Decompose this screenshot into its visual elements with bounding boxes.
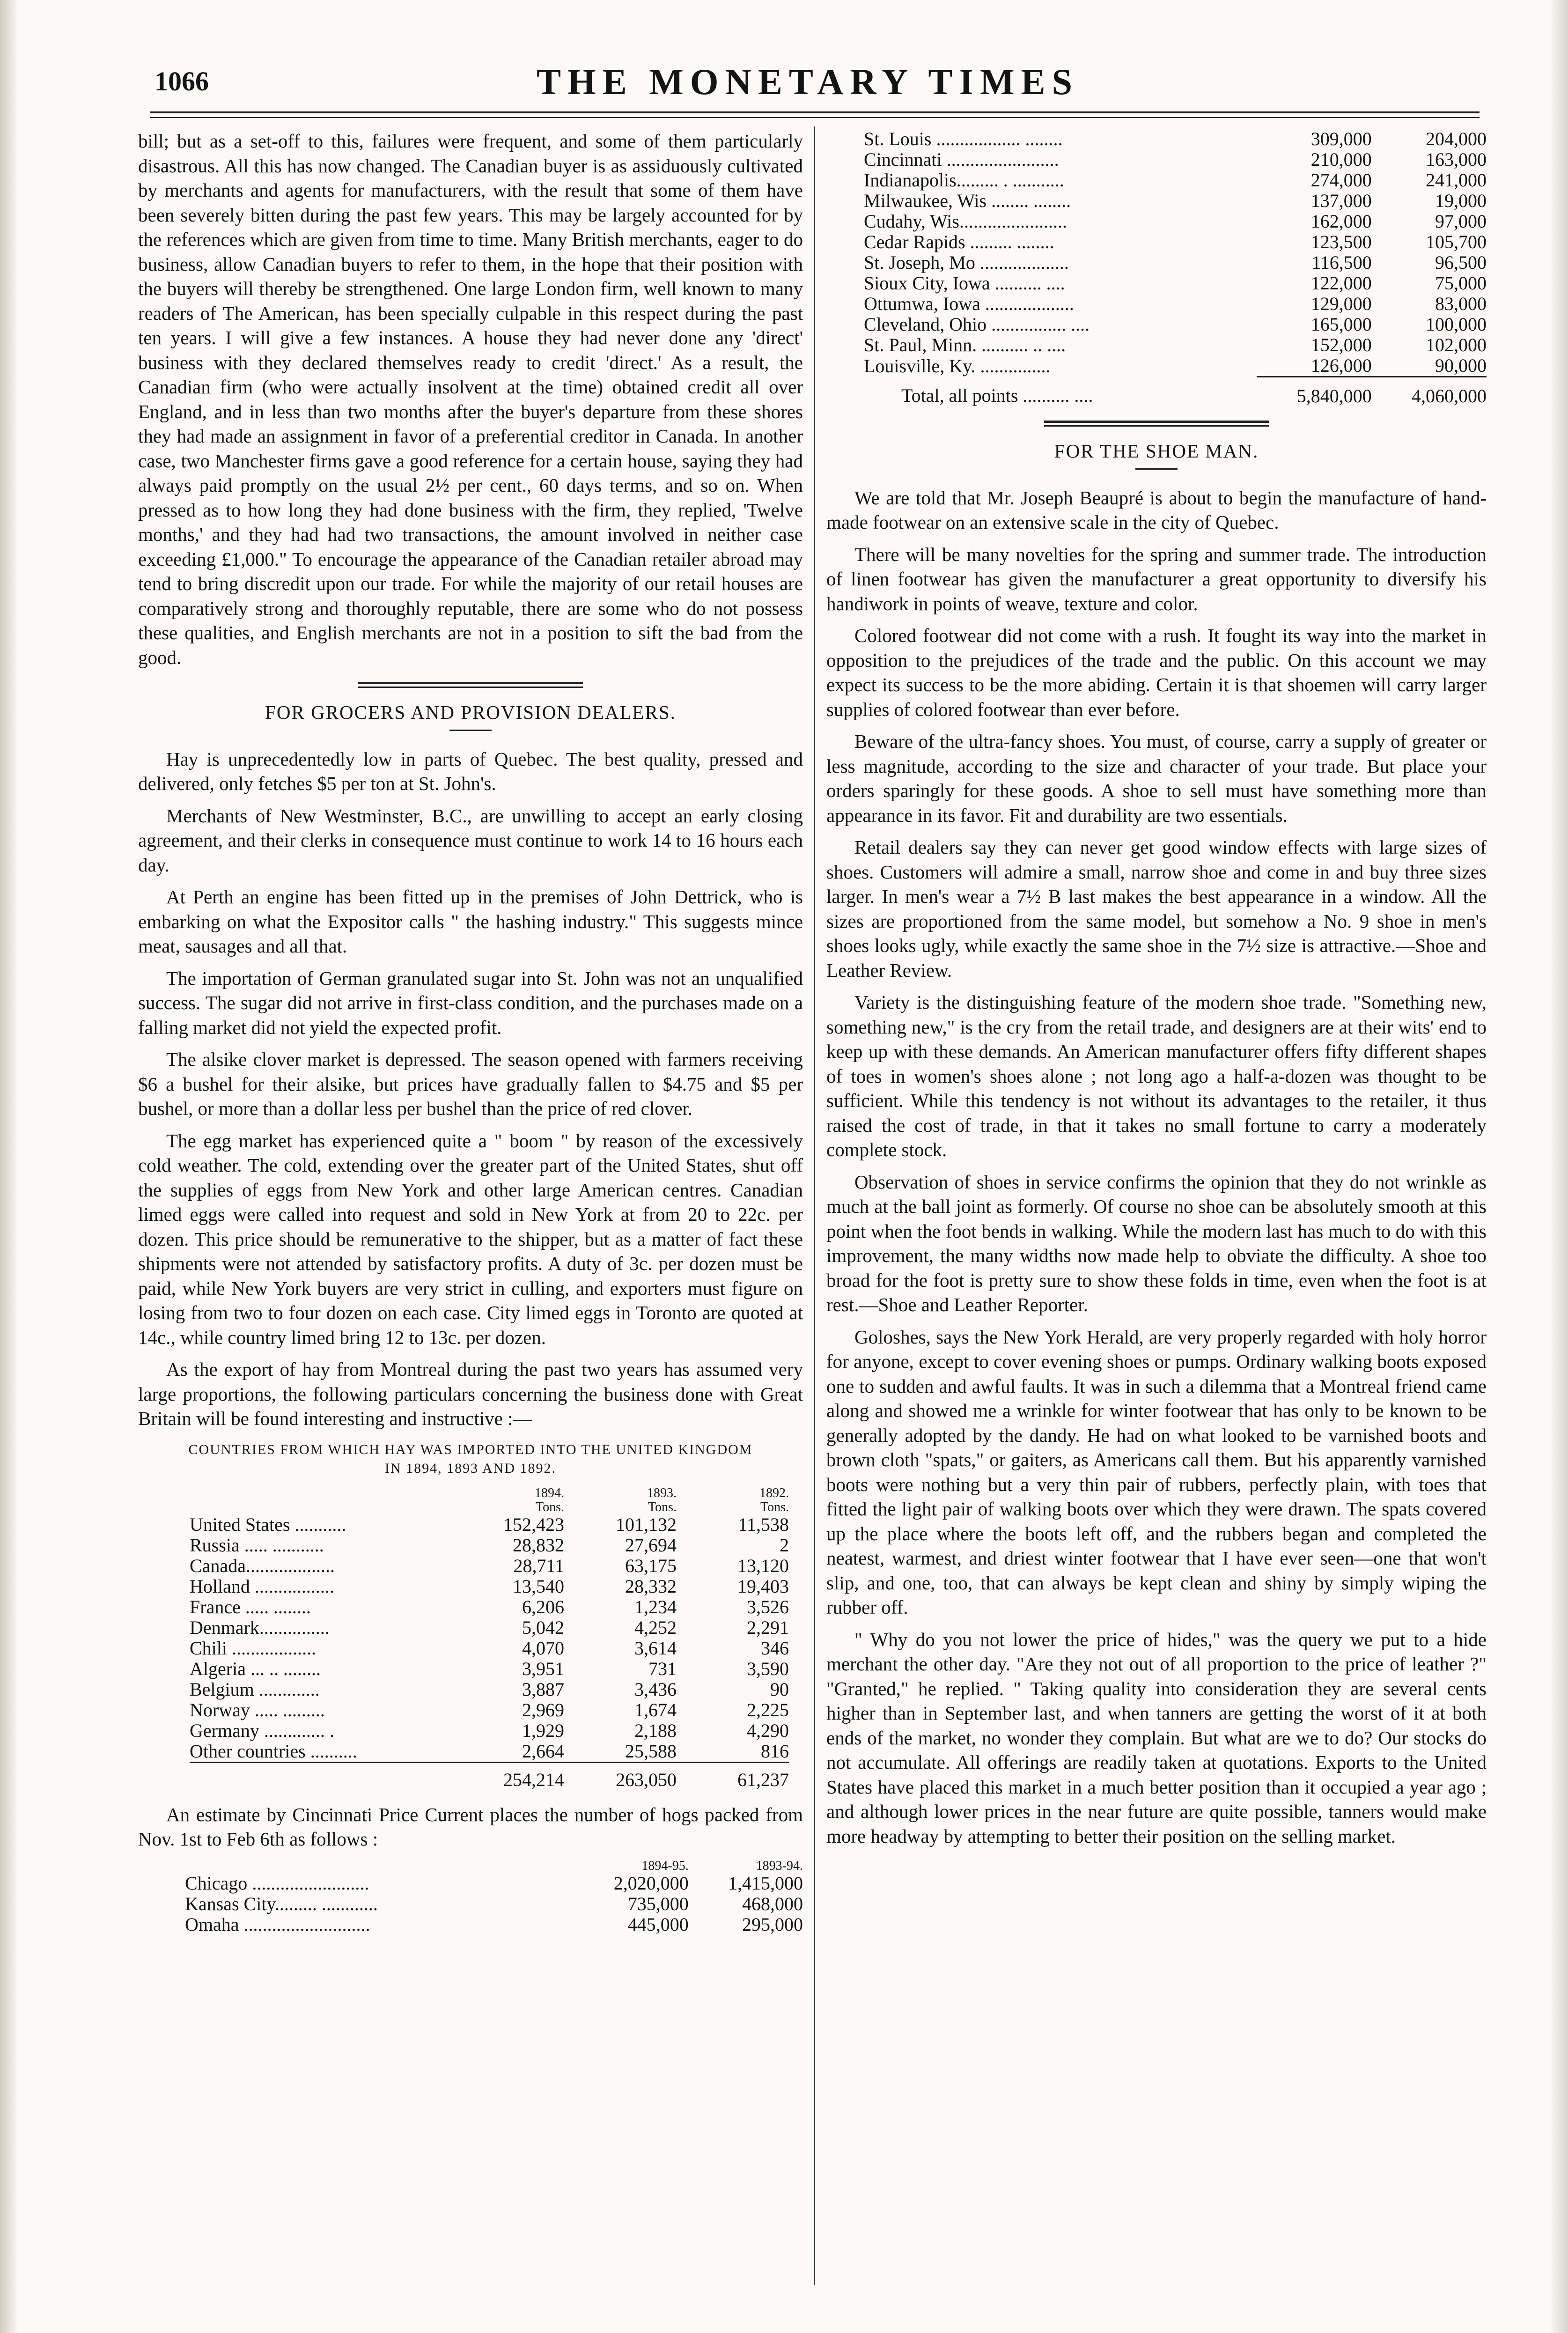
leader-dots: ........... bbox=[290, 1513, 346, 1535]
header-rule bbox=[150, 111, 1480, 113]
shoe-paragraph: Colored footwear did not come with a rush. It fought its way into the market in opposition to the prejudices of the trade and the public. On this account we may expect its success to be the more abiding. Certain it is that shoemen will carry larger supplies of colored footwear than ever before. bbox=[826, 625, 1487, 720]
table-cell: 96,500 bbox=[1435, 252, 1487, 273]
row-label: Germany bbox=[190, 1720, 259, 1741]
total-label: Total, all points bbox=[901, 385, 1018, 406]
leader-dots: ......... . ........... bbox=[956, 170, 1064, 191]
season-header: 1894-95. bbox=[641, 1858, 689, 1873]
table-row bbox=[864, 252, 1487, 273]
row-label: Algeria bbox=[190, 1658, 246, 1679]
table-cell: 731 bbox=[648, 1658, 677, 1679]
leader-dots: ............... bbox=[259, 1617, 330, 1638]
row-label: St. Joseph, Mo bbox=[864, 252, 975, 273]
table-cell: 28,332 bbox=[625, 1575, 677, 1597]
table-cell: 204,000 bbox=[1426, 128, 1487, 149]
table-cell: 1,674 bbox=[634, 1699, 677, 1720]
table-cell: 11,538 bbox=[738, 1513, 789, 1535]
right-column bbox=[826, 129, 1487, 1856]
row-label: Denmark bbox=[190, 1617, 259, 1638]
table-cell: 2,969 bbox=[522, 1699, 564, 1720]
hogs-table-continued bbox=[864, 129, 1487, 406]
table-cell: 816 bbox=[761, 1740, 789, 1762]
leader-dots: .......... bbox=[305, 1740, 357, 1762]
table-cell: 90 bbox=[770, 1678, 789, 1700]
table-row bbox=[864, 191, 1487, 211]
leader-dots: .......... .... bbox=[990, 273, 1065, 294]
table-cell: 3,887 bbox=[522, 1678, 564, 1700]
leader-dots: .......... .. .... bbox=[977, 334, 1066, 355]
grocers-paragraph: Merchants of New Westminster, B.C., are unwilling to accept an early closing agreement, and their clerks in consequence must continue to work 14 to 16 hours each day. bbox=[138, 805, 803, 876]
table-cell: 2,664 bbox=[522, 1740, 564, 1762]
table-cell: 1,415,000 bbox=[728, 1872, 803, 1894]
table-cell: 28,711 bbox=[513, 1555, 564, 1576]
table-cell: 445,000 bbox=[627, 1913, 689, 1935]
leader-dots: ................... bbox=[980, 293, 1074, 314]
table-cell: 2,291 bbox=[747, 1617, 789, 1638]
unit-label: Tons. bbox=[760, 1499, 789, 1514]
row-label: Belgium bbox=[190, 1678, 254, 1700]
total-value: 4,060,000 bbox=[1372, 377, 1487, 407]
row-label: France bbox=[190, 1596, 241, 1617]
table-cell: 2,020,000 bbox=[613, 1872, 689, 1894]
table-cell: 101,132 bbox=[616, 1513, 677, 1535]
table-total-row bbox=[864, 377, 1487, 407]
table-cell: 3,614 bbox=[634, 1637, 677, 1659]
grocers-paragraph: The alsike clover market is depressed. The season opened with farmers receiving $6 a bushel for their alsike, but prices have gradually fallen to $4.75 and $5 per bushel, or more than a dollar less per bushel than the price of red clover. bbox=[138, 1048, 803, 1119]
table-cell: 90,000 bbox=[1435, 355, 1487, 376]
table-cell: 13,120 bbox=[737, 1555, 789, 1576]
row-label: Canada bbox=[190, 1555, 246, 1576]
table-cell: 137,000 bbox=[1310, 190, 1372, 211]
row-label: Milwaukee, Wis bbox=[864, 190, 987, 211]
leader-dots: ............. bbox=[254, 1678, 320, 1700]
table-cell: 152,423 bbox=[503, 1513, 564, 1535]
table-row bbox=[185, 1873, 803, 1894]
row-label: Cincinnati bbox=[864, 149, 942, 170]
leader-dots: ......... ............ bbox=[274, 1893, 378, 1914]
row-label: Indianapolis bbox=[864, 170, 957, 191]
leader-dots: ..... ........... bbox=[239, 1534, 324, 1556]
hay-caption-line: IN 1894, 1893 AND 1892. bbox=[385, 1460, 556, 1476]
year-header: 1893. bbox=[647, 1485, 677, 1500]
shoe-paragraph: Beware of the ultra-fancy shoes. You must, of course, carry a supply of greater or less magnitude, according to the size and character of your trade. But place your orders sparingly for these goods. A shoe to sell must have something more than appearance in its favor. Fit and durability are two essentials. bbox=[826, 731, 1487, 826]
total-value: 5,840,000 bbox=[1257, 377, 1371, 407]
table-cell: 295,000 bbox=[742, 1913, 803, 1935]
row-label: Norway bbox=[190, 1699, 250, 1720]
grocers-paragraph: As the export of hay from Montreal during the past two years has assumed very large proportions, the following particulars concerning the business done with Great Britain will be found interesting and instructive :— bbox=[138, 1358, 803, 1429]
table-row bbox=[190, 1638, 789, 1659]
intro-paragraph: bill; but as a set-off to this, failures were frequent, and some of them particularly disastrous. All this has now changed. The Canadian buyer is as assiduously cultivated by merchants and agents for manufacturers, with the result that some of them have been severely bitten during the past few years. This may be largely accounted for by the references which are given from time to time. Many British merchants, eager to do business, allow Canadian buyers to refer to them, in the hope that their position with the buyers will thereby be strengthened. One large London firm, well known to many readers of The American, has been specially culpable in this respect during the past ten years. I will give a few instances. A house they had never done any 'direct' business with they declared themselves ready to credit 'direct.' As a result, the Canadian firm (who were actually insolvent at the time) obtained credit all over England, and in less than two months after the buyer's departure from these shores they had made an assignment in favor of a preferential creditor in Canada. In another case, two Manchester firms gave a good reference for a certain house, saying they had always paid promptly on the usual 2½ per cent., 60 days terms, and so on. When pressed as to how long they had done business with the firm, they replied, 'Twelve months,' and they had had two transactions, the amount involved in neither case exceeding £1,000." To encourage the appearance of the Canadian retailer abroad may tend to bring discredit upon our trade. For while the majority of our retail houses are comparatively strong and thoroughly reputable, there are some who do not possess these qualities, and English merchants are not in a position to sift the bad from the good. bbox=[138, 130, 803, 668]
grocers-paragraph: Hay is unprecedentedly low in parts of Quebec. The best quality, pressed and delivered, only fetches $5 per ton at St. John's. bbox=[138, 748, 803, 794]
row-label: Chicago bbox=[185, 1872, 248, 1894]
unit-label: Tons. bbox=[648, 1499, 677, 1514]
row-label: United States bbox=[190, 1513, 290, 1535]
table-cell: 735,000 bbox=[627, 1893, 689, 1914]
shoe-paragraph: Goloshes, says the New York Herald, are very properly regarded with holy horror for anyone, except to cover evening shoes or pumps. Ordinary walking boots exposed one to sudden and awful faults. It was in such a dilemma that a Montreal friend came along and showed me a wrinkle for winter footwear that has only to be known to be generally adopted by the dandy. He had on what looked to be varnished boots and brown cloth "spats," or gaiters, as Americans call them. But his apparently varnished boots were nothing but a very thin pair of rubbers, perfectly plain, with toes that fitted the light pair of walking boots over which they were drawn. The spats covered up the place where the boots left off, and the rubbers began and completed the neatest, warmest, and driest winter footwear that I have ever seen—one that won't slip, and one, too, that can always be kept clean and shiny by simply wiping the rubber off. bbox=[826, 1326, 1487, 1618]
table-total-row bbox=[190, 1762, 789, 1790]
table-cell: 4,252 bbox=[634, 1617, 677, 1638]
table-cell: 126,000 bbox=[1310, 355, 1372, 376]
leader-dots: ... .. ........ bbox=[245, 1658, 321, 1679]
shoe-paragraph: Retail dealers say they can never get good window effects with large sizes of shoes. Customers will admire a small, narrow shoe and come in and buy three sizes larger. In men's wear a 7½ B last makes the best appearance in a window. All the sizes are proportioned from the same model, but somehow a No. 9 shoe in men's shoes looks ugly, while exactly the same shoe in the 7½ size is attractive.—Shoe and Leather Review. bbox=[826, 836, 1487, 981]
leader-dots: ........ ........ bbox=[986, 190, 1071, 211]
season-header: 1893-94. bbox=[756, 1858, 803, 1873]
year-header: 1892. bbox=[759, 1485, 789, 1500]
leader-dots: .......... .... bbox=[1018, 385, 1093, 406]
left-column bbox=[138, 129, 803, 1935]
shoe-paragraph: Observation of shoes in service confirms the opinion that they do not wrinkle as much at the ball joint as formerly. Of course no shoe can be absolutely smooth at this point when the foot bends in walking. While the modern last has much to do with this improvement, the many widths now made help to obviate the difficulty. A shoe too broad for the foot is pretty sure to show these folds in time, even when the foot is at rest.—Shoe and Leather Reporter. bbox=[826, 1171, 1487, 1315]
row-label: Holland bbox=[190, 1575, 250, 1597]
hay-table-caption bbox=[138, 1440, 803, 1478]
table-row bbox=[190, 1720, 789, 1741]
table-cell: 100,000 bbox=[1426, 314, 1487, 335]
table-cell: 116,500 bbox=[1311, 252, 1372, 273]
table-row bbox=[864, 273, 1487, 294]
section-rule bbox=[1044, 421, 1269, 427]
table-cell: 105,700 bbox=[1426, 231, 1487, 252]
table-unit-row bbox=[190, 1500, 789, 1514]
leader-dots: ............. . bbox=[259, 1720, 334, 1741]
total-value: 61,237 bbox=[677, 1762, 789, 1790]
table-row bbox=[185, 1914, 803, 1935]
table-row bbox=[190, 1741, 789, 1763]
row-label: Other countries bbox=[190, 1740, 306, 1762]
grocers-paragraph: The importation of German granulated sugar into St. John was not an unqualified success. The sugar did not arrive in first-class condition, and the purchases made on a falling market did not yield the expected profit. bbox=[138, 967, 803, 1038]
table-row bbox=[190, 1556, 789, 1576]
table-row bbox=[190, 1514, 789, 1535]
table-cell: 4,290 bbox=[747, 1720, 789, 1741]
table-cell: 3,526 bbox=[747, 1596, 789, 1617]
total-value: 263,050 bbox=[564, 1762, 677, 1790]
row-label: Ottumwa, Iowa bbox=[864, 293, 980, 314]
table-cell: 25,588 bbox=[625, 1740, 677, 1762]
leader-dots: ........................ bbox=[942, 149, 1059, 170]
table-cell: 3,436 bbox=[634, 1678, 677, 1700]
leader-dots: ..... ......... bbox=[250, 1699, 325, 1720]
total-value: 254,214 bbox=[452, 1762, 564, 1790]
table-cell: 2,188 bbox=[634, 1720, 677, 1741]
row-label: St. Louis bbox=[864, 128, 932, 149]
table-row bbox=[864, 211, 1487, 232]
row-label: Cedar Rapids bbox=[864, 231, 965, 252]
masthead-title: THE MONETARY TIMES bbox=[537, 61, 1079, 102]
shoe-paragraph: There will be many novelties for the spring and summer trade. The introduction of linen footwear has given the manufacturer a great opportunity to diversify his handiwork in points of weave, texture and color. bbox=[826, 543, 1487, 614]
table-cell: 3,951 bbox=[522, 1658, 564, 1679]
page-number: 1066 bbox=[155, 66, 209, 96]
table-cell: 19,403 bbox=[737, 1575, 789, 1597]
row-label: St. Paul, Minn. bbox=[864, 334, 977, 355]
table-cell: 102,000 bbox=[1426, 334, 1487, 355]
table-cell: 129,000 bbox=[1310, 293, 1372, 314]
table-cell: 122,000 bbox=[1310, 273, 1372, 294]
table-row bbox=[190, 1659, 789, 1679]
leader-dots: ............... bbox=[975, 355, 1051, 377]
table-cell: 165,000 bbox=[1310, 314, 1372, 335]
leader-dots: .................. bbox=[227, 1637, 317, 1659]
table-cell: 210,000 bbox=[1310, 149, 1372, 170]
heading-rule bbox=[449, 730, 492, 731]
table-header-row bbox=[185, 1859, 803, 1873]
row-label: Chili bbox=[190, 1637, 228, 1659]
table-cell: 162,000 bbox=[1310, 211, 1372, 232]
table-row bbox=[864, 314, 1487, 335]
table-cell: 2 bbox=[780, 1534, 789, 1556]
table-cell: 1,929 bbox=[522, 1720, 564, 1741]
hogs-table bbox=[185, 1859, 803, 1935]
header-rule-thin bbox=[150, 117, 1480, 118]
page-header bbox=[155, 61, 1461, 108]
table-cell: 152,000 bbox=[1310, 334, 1372, 355]
table-cell: 75,000 bbox=[1435, 273, 1487, 294]
table-row bbox=[864, 294, 1487, 314]
unit-label: Tons. bbox=[535, 1499, 564, 1514]
year-header: 1894. bbox=[535, 1485, 564, 1500]
table-cell: 13,540 bbox=[513, 1575, 564, 1597]
table-cell: 6,206 bbox=[522, 1596, 564, 1617]
hogs-intro-paragraph: An estimate by Cincinnati Price Current places the number of hogs packed from Nov. 1st to Feb 6th as follows : bbox=[138, 1803, 803, 1850]
table-row bbox=[185, 1894, 803, 1914]
table-row bbox=[864, 232, 1487, 252]
table-row bbox=[190, 1700, 789, 1720]
shoe-paragraph: Variety is the distinguishing feature of the modern shoe trade. "Something new, something new," is the cry from the retail trade, and designers are at their wits' end to keep up with these demands. An American manufacturer offers fifty different shapes of toes in women's shoes alone ; not long ago a half-a-dozen was thought to be sufficient. While this tendency is not without its advantages to the retailer, it thus raised the cost of trade, in that it takes no small fortune to carry a moderately complete stock. bbox=[826, 991, 1487, 1160]
heading-rule bbox=[1135, 468, 1178, 470]
leader-dots: ................ .... bbox=[986, 314, 1090, 335]
table-row bbox=[864, 170, 1487, 191]
table-cell: 27,694 bbox=[625, 1534, 677, 1556]
table-cell: 2,225 bbox=[747, 1699, 789, 1720]
table-cell: 97,000 bbox=[1435, 211, 1487, 232]
hay-caption-line: COUNTRIES FROM WHICH HAY WAS IMPORTED INTO THE UNITED KINGDOM bbox=[188, 1441, 753, 1457]
table-row bbox=[190, 1576, 789, 1597]
table-row bbox=[190, 1597, 789, 1617]
leader-dots: ...................... bbox=[964, 211, 1067, 232]
table-cell: 309,000 bbox=[1310, 128, 1372, 149]
table-row bbox=[864, 129, 1487, 149]
grocers-paragraph: The egg market has experienced quite a " boom " by reason of the excessively cold weather. The cold, extending over the greater part of the United States, shut off the supplies of eggs from New York and other large American centres. Canadian limed eggs were called into request and sold in New York at from 20 to 22c. per dozen. This price should be remunerative to the shipper, but as a matter of fact these shipments were not attended by satisfactory profits. A duty of 3c. per dozen must be paid, while New York buyers are very strict in culling, and exporters must figure on losing from two to four dozen on each case. City limed eggs in Toronto are quoted at 14c., while country limed bring 12 to 13c. per dozen. bbox=[138, 1130, 803, 1348]
table-cell: 5,042 bbox=[522, 1617, 564, 1638]
shoe-paragraph: We are told that Mr. Joseph Beaupré is about to begin the manufacture of hand-made footwear on an extensive scale in the city of Quebec. bbox=[826, 487, 1487, 533]
leader-dots: ................. bbox=[250, 1575, 334, 1597]
grocers-paragraph: At Perth an engine has been fitted up in the premises of John Dettrick, who is embarking on what the Expositor calls " the hashing industry." This suggests mince meat, sausages and all that. bbox=[138, 886, 803, 957]
table-cell: 1,234 bbox=[634, 1596, 677, 1617]
row-label: Cleveland, Ohio bbox=[864, 314, 987, 335]
table-cell: 28,832 bbox=[513, 1534, 564, 1556]
table-cell: 468,000 bbox=[742, 1893, 803, 1914]
table-cell: 163,000 bbox=[1426, 149, 1487, 170]
row-label: Louisville, Ky. bbox=[864, 355, 976, 377]
table-cell: 274,000 bbox=[1310, 170, 1372, 191]
table-cell: 241,000 bbox=[1426, 170, 1487, 191]
table-cell: 19,000 bbox=[1435, 190, 1487, 211]
table-cell: 83,000 bbox=[1435, 293, 1487, 314]
leader-dots: ........................... bbox=[239, 1913, 370, 1935]
table-row bbox=[864, 149, 1487, 170]
table-row bbox=[190, 1617, 789, 1638]
table-row bbox=[864, 335, 1487, 355]
grocers-heading: FOR GROCERS AND PROVISION DEALERS. bbox=[265, 701, 676, 723]
leader-dots: ................... bbox=[245, 1555, 335, 1576]
row-label: Cudahy, Wis. bbox=[864, 211, 964, 232]
table-header-row bbox=[190, 1486, 789, 1500]
column-divider bbox=[814, 126, 815, 2285]
hay-import-table bbox=[190, 1486, 789, 1790]
row-label: Sioux City, Iowa bbox=[864, 273, 990, 294]
row-label: Omaha bbox=[185, 1913, 239, 1935]
leader-dots: ..... ........ bbox=[240, 1596, 311, 1617]
table-cell: 3,590 bbox=[747, 1658, 789, 1679]
row-label: Kansas City bbox=[185, 1893, 275, 1914]
leader-dots: ......... ........ bbox=[965, 231, 1054, 252]
leader-dots: ......................... bbox=[247, 1872, 369, 1894]
table-row bbox=[190, 1679, 789, 1700]
table-cell: 123,500 bbox=[1310, 231, 1372, 252]
leader-dots: .................. ........ bbox=[931, 128, 1063, 149]
shoe-paragraph: " Why do you not lower the price of hides," was the query we put to a hide merchant the other day. "Are they not out of all proportion to the price of leather ?" "Granted," he replied. " Taking quality into consideration they are several cents higher than in September last, and when tanners are getting the worst of it at both ends of the market, no wonder they complain. But what are we to do? Our stocks do not accumulate. All offerings are readily taken at quotations. Exports to the United States have placed this market in a much better position than it occupied a year ago ; and although lower prices in the near future are quite possible, tanners would make more headway by attempting to better their position on the selling market. bbox=[826, 1628, 1487, 1847]
table-cell: 63,175 bbox=[625, 1555, 677, 1576]
leader-dots: ................... bbox=[975, 252, 1069, 273]
table-row bbox=[864, 355, 1487, 377]
table-cell: 346 bbox=[761, 1637, 789, 1659]
scan-edge-right bbox=[1549, 0, 1568, 2333]
row-label: Russia bbox=[190, 1534, 240, 1556]
scan-edge-left bbox=[0, 0, 19, 2333]
table-row bbox=[190, 1535, 789, 1556]
table-cell: 4,070 bbox=[522, 1637, 564, 1659]
shoe-heading: FOR THE SHOE MAN. bbox=[1054, 440, 1259, 462]
section-rule bbox=[358, 682, 583, 688]
